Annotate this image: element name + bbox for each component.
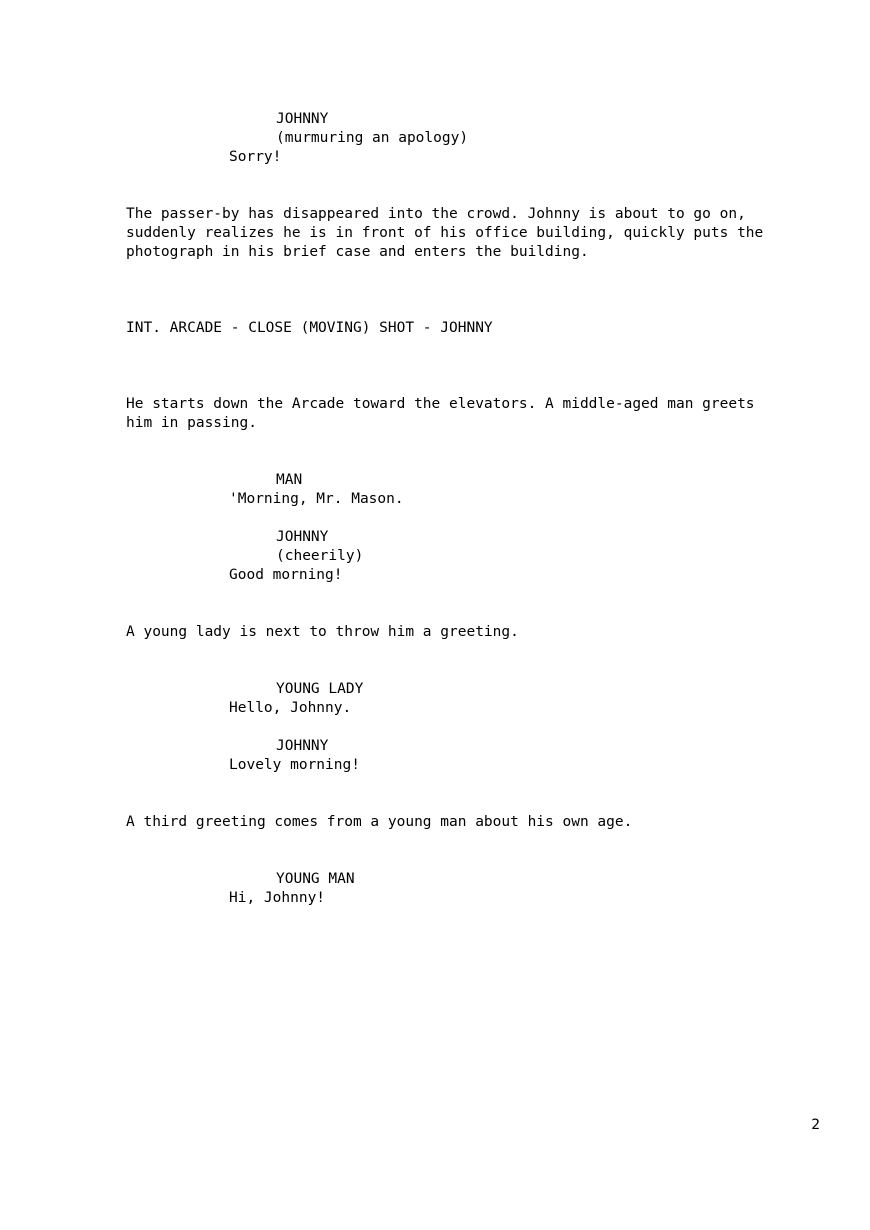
character-cue: YOUNG MAN: [276, 871, 355, 887]
action-paragraph: A young lady is next to throw him a greeting.: [126, 624, 519, 640]
dialogue-line: Good morning!: [229, 567, 343, 583]
spacer: [126, 338, 766, 395]
dialogue-line: Lovely morning!: [229, 757, 360, 773]
parenthetical: (cheerily): [276, 548, 364, 564]
character-cue: JOHNNY: [276, 738, 329, 754]
spacer: [126, 509, 766, 528]
character-cue: MAN: [276, 472, 303, 488]
action-paragraph: A third greeting comes from a young man about his own age.: [126, 814, 633, 830]
spacer: [126, 832, 766, 870]
spacer: [126, 262, 766, 319]
dialogue-line: Hello, Johnny.: [229, 700, 352, 716]
scene-heading: INT. ARCADE - CLOSE (MOVING) SHOT - JOHNNY: [126, 320, 493, 336]
action-paragraph: He starts down the Arcade toward the elevators. A middle-aged man greets him in passing.: [126, 396, 764, 431]
parenthetical: (murmuring an apology): [276, 130, 469, 146]
spacer: [126, 642, 766, 680]
spacer: [126, 433, 766, 471]
spacer: [126, 585, 766, 623]
script-body: [126, 110, 773, 908]
dialogue-line: Hi, Johnny!: [229, 890, 326, 906]
dialogue-line: 'Morning, Mr. Mason.: [229, 491, 404, 507]
spacer: [126, 167, 766, 205]
dialogue-line: Sorry!: [229, 149, 282, 165]
character-cue: JOHNNY: [276, 111, 329, 127]
character-cue: YOUNG LADY: [276, 681, 364, 697]
spacer: [126, 718, 766, 737]
spacer: [126, 775, 766, 813]
character-cue: JOHNNY: [276, 529, 329, 545]
action-paragraph: The passer-by has disappeared into the crowd. Johnny is about to go on, suddenly realizes he is in front of his office building, quickly puts the photograph in his brief case and enters the building.: [126, 206, 773, 260]
page-number: 2: [811, 1117, 820, 1133]
